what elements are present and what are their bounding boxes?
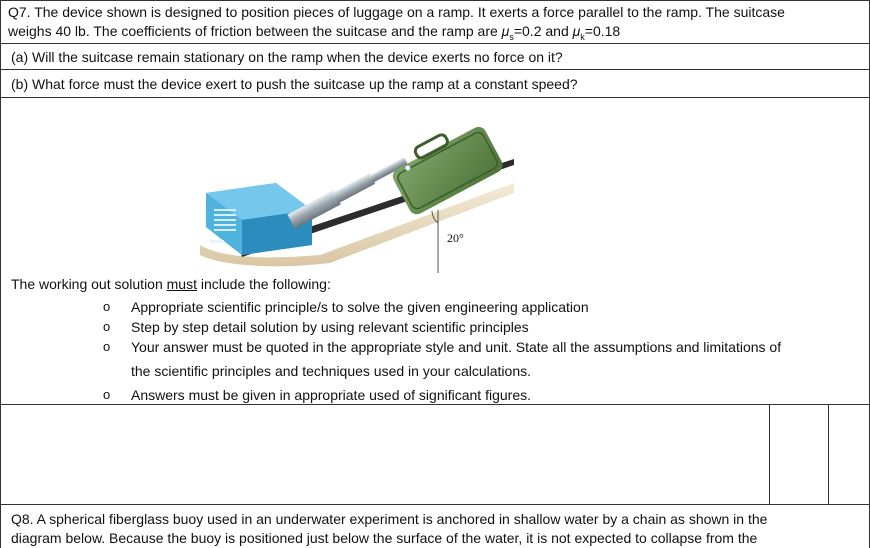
mu-symbol: μ bbox=[501, 23, 510, 39]
intro-pre: The working out solution bbox=[11, 276, 167, 292]
row-divider-2 bbox=[0, 69, 870, 70]
bullet-3: o bbox=[103, 339, 111, 354]
q8-line-2: diagram below. Because the buoy is positioned just below the surface of the water, it is not expected to collapse from the bbox=[11, 530, 758, 546]
requirement-item-1: Appropriate scientific principle/s to solve the given engineering application bbox=[131, 299, 589, 315]
row-divider-5 bbox=[0, 504, 870, 505]
q8-line-1: Q8. A spherical fiberglass buoy used in an underwater experiment is anchored in shallow water by a chain as shown in the bbox=[11, 511, 768, 527]
luggage-ramp-figure bbox=[180, 105, 520, 273]
intro-must: must bbox=[166, 276, 197, 292]
table-left-border bbox=[0, 0, 1, 548]
row-divider-3 bbox=[0, 97, 870, 98]
bullet-4: o bbox=[103, 387, 111, 402]
q7-line-1: Q7. The device shown is designed to position pieces of luggage on a ramp. It exerts a force parallel to the ramp. The suitcase bbox=[8, 4, 785, 20]
requirement-item-3: Your answer must be quoted in the appropriate style and unit. State all the assumptions and limitations of bbox=[131, 339, 782, 355]
mu-s-value: =0.2 and bbox=[513, 23, 573, 39]
bullet-2: o bbox=[103, 319, 111, 334]
requirement-item-4: Answers must be given in appropriate used of significant figures. bbox=[131, 387, 531, 403]
angle-label: 20° bbox=[447, 231, 464, 245]
answer-col-divider-1 bbox=[769, 404, 770, 504]
q7-part-b: (b) What force must the device exert to push the suitcase up the ramp at a constant speed? bbox=[11, 76, 578, 92]
q7-line-2: weighs 40 lb. The coefficients of friction between the suitcase and the ramp are bbox=[8, 23, 502, 39]
bullet-1: o bbox=[103, 299, 111, 314]
mu-symbol-2: μ bbox=[572, 23, 581, 39]
intro-post: include the following: bbox=[196, 276, 331, 292]
mu-k-value: =0.18 bbox=[584, 23, 621, 39]
requirement-item-3-cont: the scientific principles and techniques used in your calculations. bbox=[131, 363, 532, 379]
mu-k-subscript: k bbox=[580, 31, 585, 42]
answer-col-divider-2 bbox=[828, 404, 829, 504]
q7-question-text bbox=[8, 3, 864, 47]
table-top-border bbox=[0, 0, 870, 1]
row-divider-4 bbox=[0, 404, 870, 405]
requirement-item-2: Step by step detail solution by using relevant scientific principles bbox=[131, 319, 529, 335]
requirements-intro bbox=[11, 275, 331, 293]
mu-s-subscript: s bbox=[509, 31, 514, 42]
q7-part-a: (a) Will the suitcase remain stationary on the ramp when the device exerts no force on it? bbox=[11, 49, 563, 65]
